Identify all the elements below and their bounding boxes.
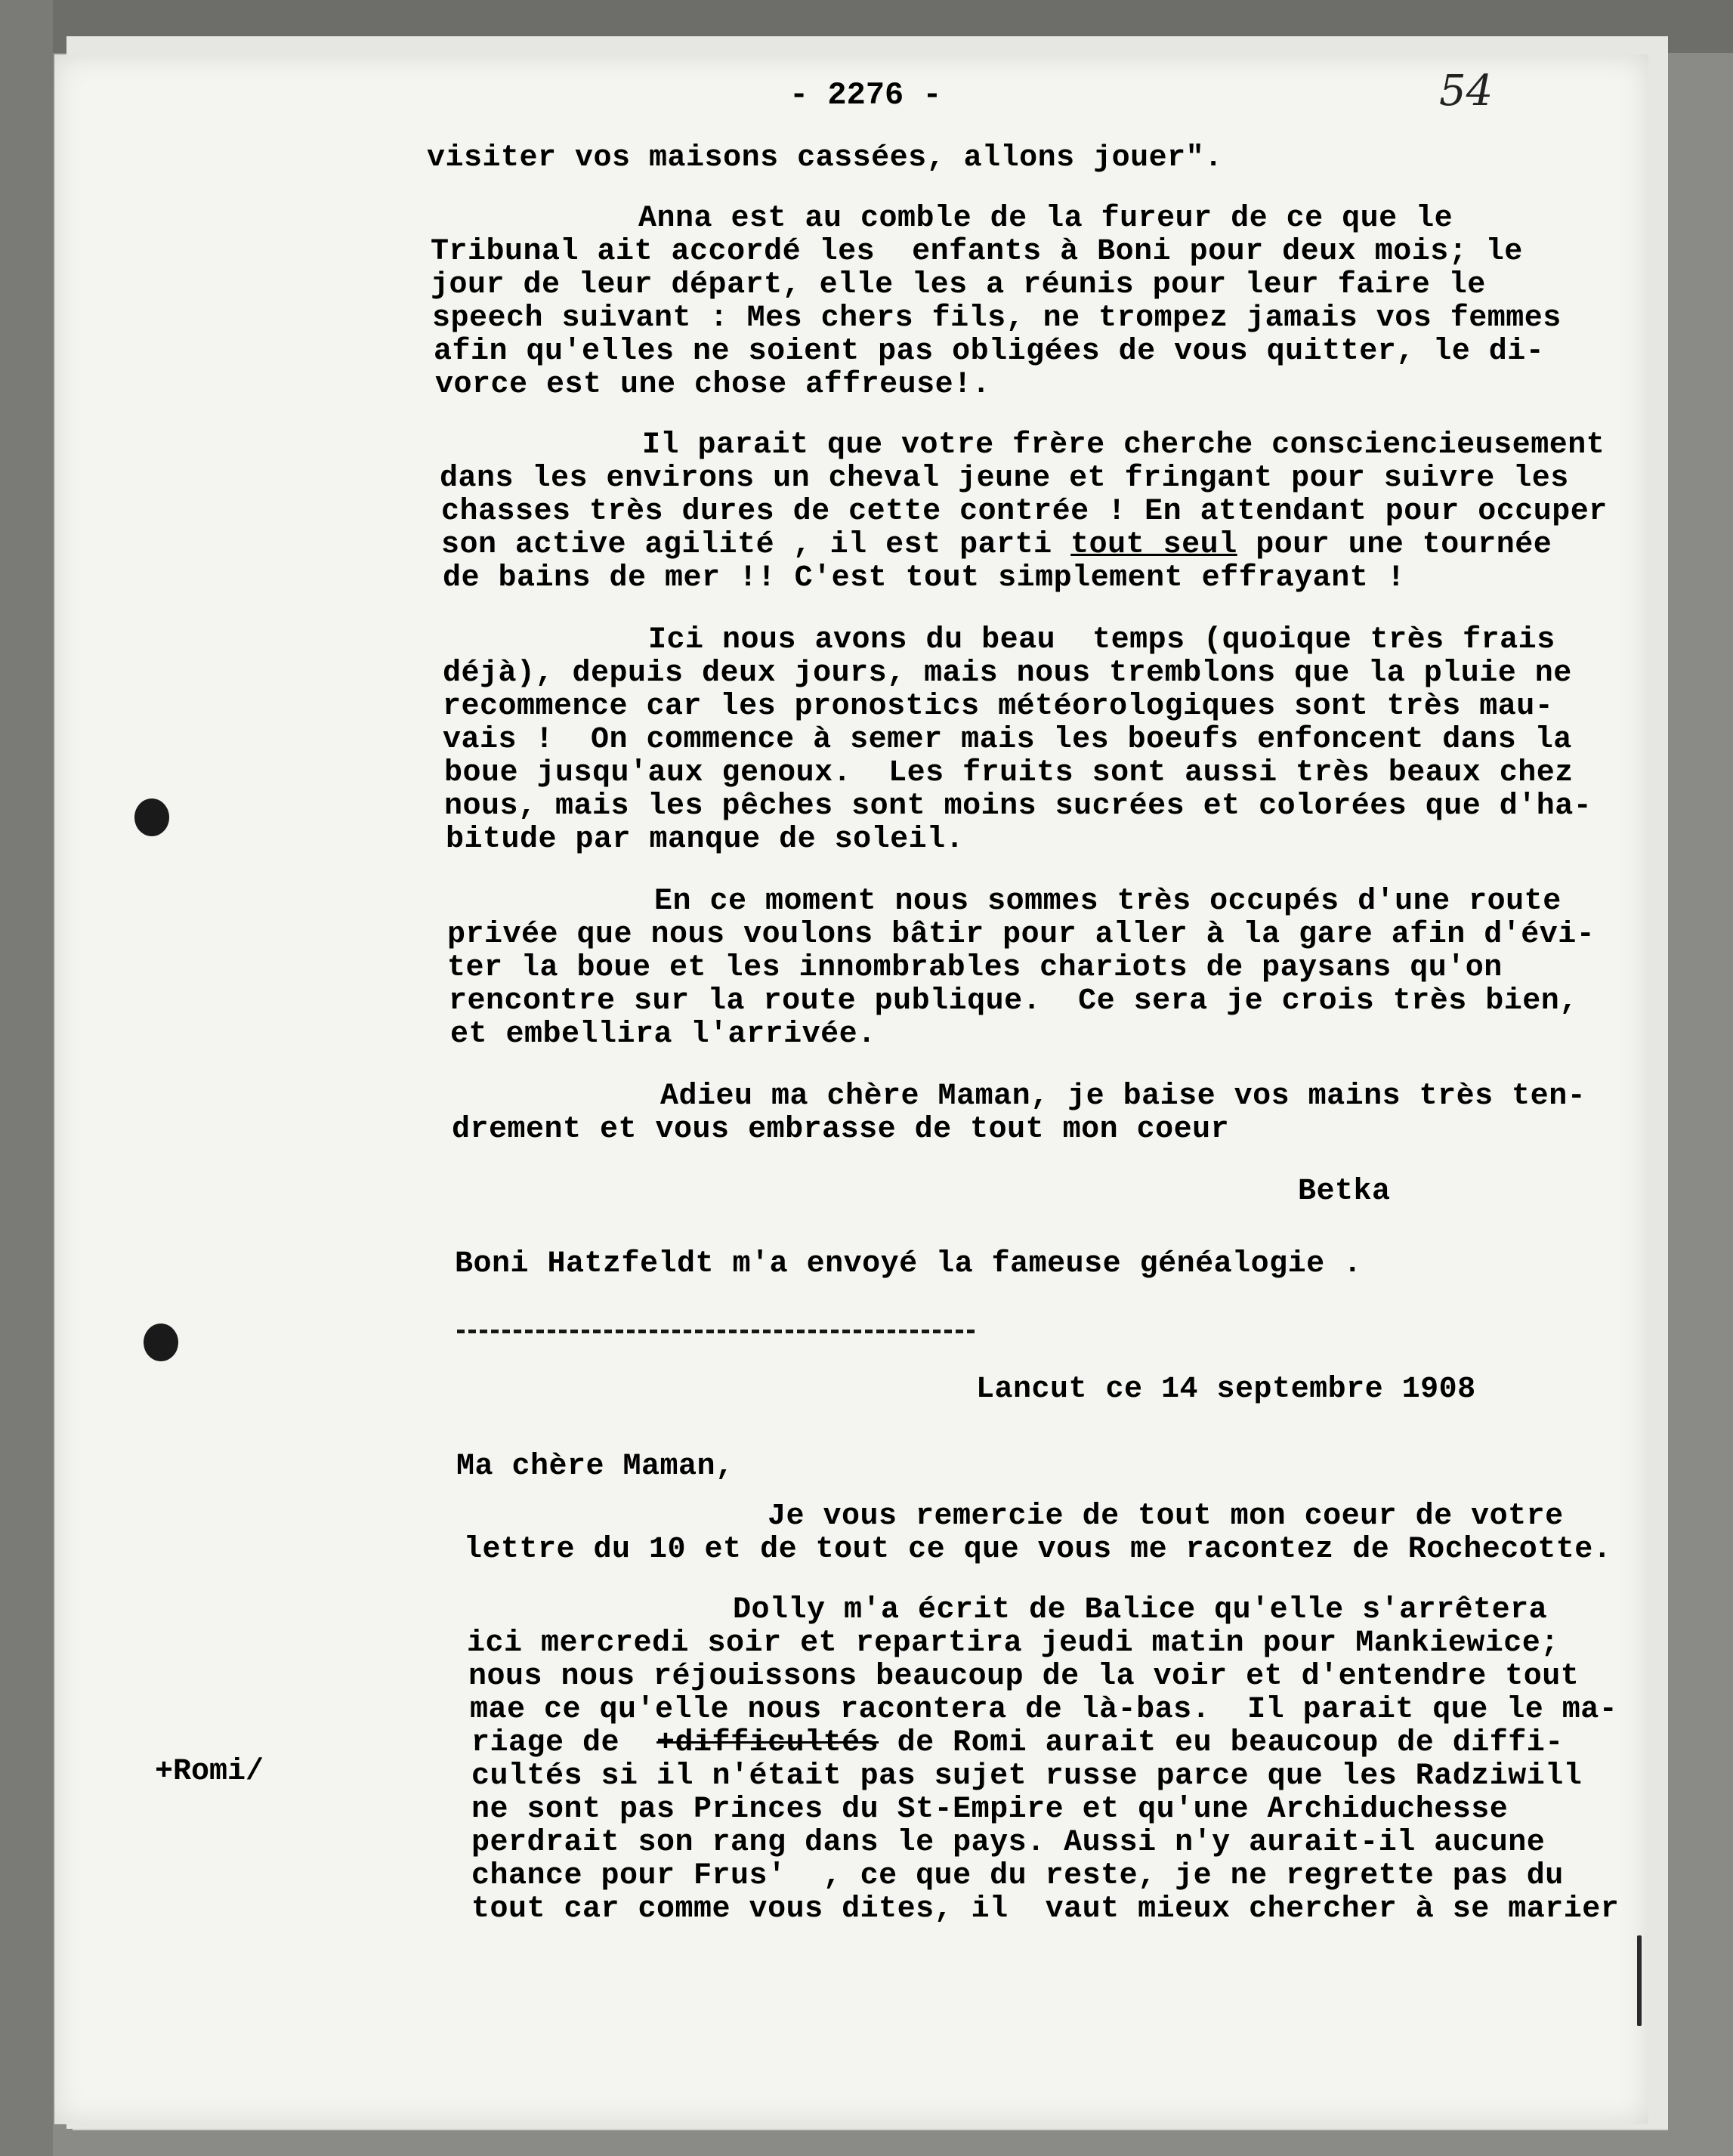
text-line: Je vous remercie de tout mon coeur de votre bbox=[768, 1500, 1564, 1534]
text-segment: de Romi aurait eu beaucoup de diffi- bbox=[897, 1726, 1564, 1760]
text-line: Dolly m'a écrit de Balice qu'elle s'arrêtera bbox=[733, 1593, 1548, 1627]
postscript-line: Boni Hatzfeldt m'a envoyé la fameuse généalogie . bbox=[455, 1247, 1362, 1281]
text-line: chasses très dures de cette contrée ! En attendant pour occuper bbox=[441, 495, 1608, 529]
handwritten-folio-number: 54 bbox=[1439, 66, 1494, 116]
text-line: rencontre sur la route publique. Ce sera je crois très bien, bbox=[449, 984, 1578, 1018]
scan-backdrop-left bbox=[0, 0, 53, 2156]
text-segment: riage de bbox=[471, 1726, 620, 1760]
text-line: boue jusqu'aux genoux. Les fruits sont aussi très beaux chez bbox=[444, 756, 1574, 790]
text-line: ne sont pas Princes du St-Empire et qu'une Archiduchesse bbox=[471, 1793, 1509, 1827]
text-line: speech suivant : Mes chers fils, ne trompez jamais vos femmes bbox=[432, 301, 1562, 335]
text-line: dans les environs un cheval jeune et fringant pour suivre les bbox=[440, 462, 1569, 496]
signature-typed: Betka bbox=[1298, 1175, 1391, 1209]
text-line bbox=[441, 529, 1552, 562]
text-line: nous nous réjouissons beaucoup de la voir et d'entendre tout bbox=[468, 1660, 1580, 1694]
struck-text: +difficultés bbox=[656, 1726, 879, 1760]
text-line: mae ce qu'elle nous racontera de là-bas. Il parait que le ma- bbox=[470, 1693, 1618, 1727]
text-line: jour de leur départ, elle les a réunis pour leur faire le bbox=[431, 268, 1486, 302]
text-line: de bains de mer !! C'est tout simplement effrayant ! bbox=[443, 561, 1406, 595]
text-line: Ici nous avons du beau temps (quoique très frais bbox=[648, 623, 1555, 657]
text-line: vorce est une chose affreuse!. bbox=[435, 368, 991, 402]
text-line: tout car comme vous dites, il vaut mieux chercher à se marier bbox=[471, 1892, 1620, 1926]
text-line: afin qu'elles ne soient pas obligées de vous quitter, le di- bbox=[434, 335, 1545, 369]
text-line: Anna est au comble de la fureur de ce que le bbox=[638, 202, 1453, 236]
text-line: cultés si il n'était pas sujet russe parce que les Radziwill bbox=[471, 1759, 1583, 1793]
text-line: bitude par manque de soleil. bbox=[446, 823, 965, 857]
text-line: En ce moment nous sommes très occupés d'une route bbox=[654, 885, 1562, 919]
section-divider bbox=[457, 1330, 975, 1333]
text-line: privée que nous voulons bâtir pour aller à la gare afin d'évi- bbox=[447, 918, 1596, 952]
text-line: déjà), depuis deux jours, mais nous tremblons que la pluie ne bbox=[443, 656, 1572, 690]
text-line: lettre du 10 et de tout ce que vous me racontez de Rochecotte. bbox=[464, 1533, 1612, 1567]
text-line: drement et vous embrasse de tout mon coeur bbox=[452, 1113, 1230, 1147]
page-edge-mark bbox=[1637, 1935, 1642, 2026]
punch-hole bbox=[134, 798, 169, 836]
dateline: Lancut ce 14 septembre 1908 bbox=[976, 1373, 1476, 1407]
punch-hole bbox=[144, 1324, 178, 1361]
margin-annotation: +Romi/ bbox=[155, 1755, 264, 1789]
text-line: Tribunal ait accordé les enfants à Boni pour deux mois; le bbox=[431, 235, 1523, 269]
text-line: Il parait que votre frère cherche consciencieusement bbox=[642, 428, 1605, 462]
text-line: visiter vos maisons cassées, allons jouer". bbox=[427, 141, 1223, 175]
text-line: nous, mais les pêches sont moins sucrées et colorées que d'ha- bbox=[444, 789, 1592, 823]
text-segment: son active agilité , il est parti bbox=[441, 528, 1052, 562]
text-line: vais ! On commence à semer mais les boeufs enfoncent dans la bbox=[443, 723, 1572, 757]
text-line: Adieu ma chère Maman, je baise vos mains très ten- bbox=[660, 1080, 1586, 1114]
text-line: ter la boue et les innombrables chariots de paysans qu'on bbox=[447, 951, 1503, 985]
salutation: Ma chère Maman, bbox=[456, 1450, 734, 1484]
text-line bbox=[471, 1727, 1564, 1760]
underlined-text: tout seul bbox=[1070, 528, 1237, 562]
text-line: perdrait son rang dans le pays. Aussi n'y aurait-il aucune bbox=[471, 1826, 1546, 1860]
text-line: et embellira l'arrivée. bbox=[450, 1018, 876, 1052]
text-line: chance pour Frus' , ce que du reste, je ne regrette pas du bbox=[471, 1859, 1564, 1893]
text-segment: pour une tournée bbox=[1256, 528, 1552, 562]
page-number: - 2276 - bbox=[789, 77, 942, 113]
text-line: ici mercredi soir et repartira jeudi matin pour Mankiewice; bbox=[467, 1626, 1559, 1660]
text-line: recommence car les pronostics météorologiques sont très mau- bbox=[443, 690, 1554, 724]
